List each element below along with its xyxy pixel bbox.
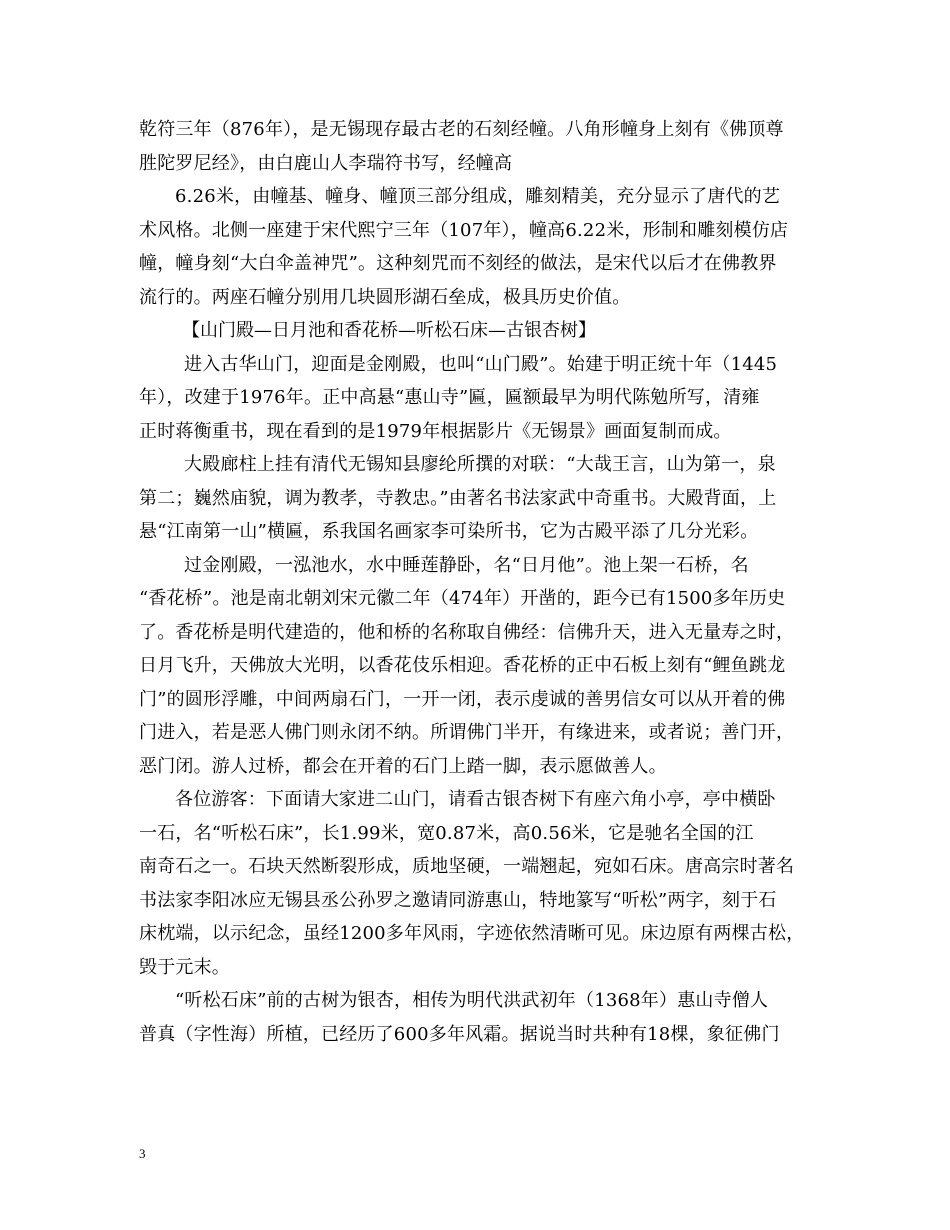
text-line: 毁于元末。 <box>139 956 230 978</box>
text-line: 胜陀罗尼经》，由白鹿山人李瑞符书写，经幢高 <box>139 152 513 174</box>
page-number: 3 <box>139 1146 146 1161</box>
text-line: 一石，名“听松石床”，长1.99米，宽0.87米，高0.56米，它是驰名全国的江 <box>139 822 754 844</box>
text-line: “听松石床”前的古树为银杏，相传为明代洪武初年（1368年）惠山寺僧人 <box>175 990 769 1011</box>
text-line: 术风格。北侧一座建于宋代熙宁三年（107年），幢高6.22米，形制和雕刻模仿店 <box>139 219 789 241</box>
text-line: 门进入，若是恶人佛门则永闭不纳。所谓佛门半开，有缘进来，或者说；善门开， <box>139 722 795 743</box>
heading-text: 【山门殿—日月池和香花桥—听松石床—古银杏树】 <box>182 320 596 341</box>
paragraph <box>139 113 819 180</box>
text-line: 书法家李阳冰应无锡县丞公孙罗之邀请同游惠山，特地篆写“听松”两字，刻于石 <box>139 889 777 911</box>
text-line: 正时蒋衡重书，现在看到的是1979年根据影片《无锡景》画面复制而成。 <box>139 420 732 442</box>
document-body <box>139 113 819 1051</box>
text-line: 恶门闭。游人过桥，都会在开着的石门上踏一脚，表示愿做善人。 <box>139 755 667 777</box>
text-line: 6.26米，由幢基、幢身、幢顶三部分组成，雕刻精美，充分显示了唐代的艺 <box>175 186 781 207</box>
paragraph <box>139 180 819 314</box>
text-line: 幢，幢身刻“大白伞盖神咒”。这种刻咒而不刻经的做法，是宋代以后才在佛教界 <box>139 253 777 274</box>
paragraph <box>139 348 819 449</box>
text-line: 乾符三年（876年），是无锡现存最古老的石刻经幢。八角形幢身上刻有《佛顶尊 <box>139 119 784 140</box>
paragraph <box>139 783 819 984</box>
text-line: 床枕端，以示纪念，虽经1200多年风雨，字迹依然清晰可见。床边原有两棵古松， <box>139 923 805 944</box>
text-line: 日月飞升，天佛放大光明，以香花伎乐相迎。香花桥的正中石板上刻有“鲤鱼跳龙 <box>139 655 786 676</box>
section-heading <box>139 314 819 348</box>
text-line: 门”的圆形浮雕，中间两扇石门，一开一闭，表示虔诚的善男信女可以从开着的佛 <box>139 688 786 710</box>
text-line: 年），改建于1976年。正中高悬“惠山寺”匾，匾额最早为明代陈勉所写，清雍 <box>139 387 760 408</box>
paragraph <box>139 549 819 784</box>
text-line: 第二；巍然庙貌，调为教孝，寺教忠。”由著名书法家武中奇重书。大殿背面，上 <box>139 487 777 509</box>
text-line: 悬“江南第一山”横匾，系我国名画家李可染所书，它为古殿平添了几分光彩。 <box>139 521 759 542</box>
text-line: 南奇石之一。石块天然断裂形成，质地坚硬，一端翘起，宛如石床。唐高宗时著名 <box>139 856 795 877</box>
text-line: 进入古华山门，迎面是金刚殿，也叫“山门殿”。始建于明正统十年（1445 <box>184 353 778 375</box>
text-line: “香花桥”。池是南北朝刘宋元徽二年（474年）开凿的，距今已有1500多年历史 <box>139 588 786 609</box>
text-line: 普真（字性海）所植，已经历了600多年风霜。据说当时共种有18棵，象征佛门 <box>139 1023 780 1045</box>
text-line: 大殿廊柱上挂有清代无锡知县廖纶所撰的对联：“大哉王言，山为第一，泉 <box>184 454 776 475</box>
text-line: 流行的。两座石幢分别用几块圆形湖石垒成，极具历史价值。 <box>139 286 631 308</box>
text-line: 了。香花桥是明代建造的，他和桥的名称取自佛经：信佛升天，进入无量寿之时， <box>139 621 795 643</box>
paragraph <box>139 984 819 1051</box>
text-line: 过金刚殿，一泓池水，水中睡莲静卧，名“日月他”。池上架一石桥，名 <box>184 554 749 576</box>
paragraph <box>139 448 819 549</box>
text-line: 各位游客：下面请大家进二山门，请看古银杏树下有座六角小亭，亭中横卧 <box>175 789 776 810</box>
